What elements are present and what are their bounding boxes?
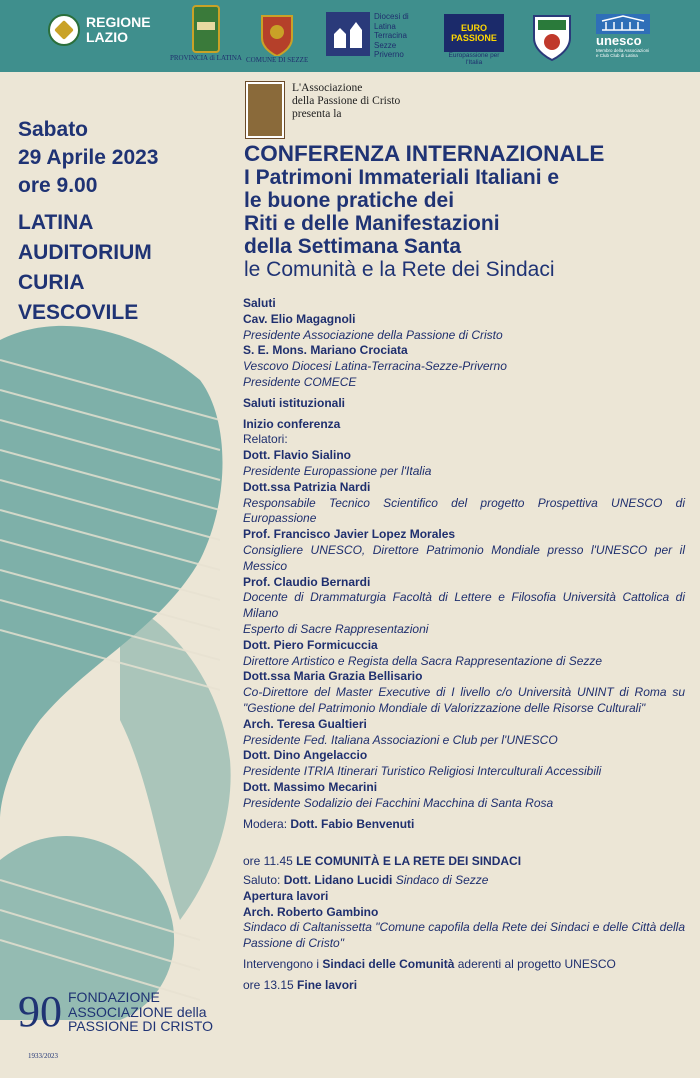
- logo-bar: [0, 0, 700, 72]
- diocesi-logo: [326, 12, 422, 60]
- closing-time: ore 13.15: [243, 977, 298, 992]
- section-inizio: Inizio conferenza: [243, 416, 341, 431]
- moderator-name: Dott. Fabio Benvenuti: [290, 816, 415, 831]
- europassione-caption: Europassione per l'Italia: [448, 52, 500, 66]
- saluto-role: Sindaco di Sezze: [392, 873, 489, 888]
- speaker-role: Esperto di Sacre Rappresentazioni: [243, 621, 429, 636]
- speaker-name: Prof. Claudio Bernardi: [243, 574, 371, 589]
- fondazione-line-1: FONDAZIONE: [68, 989, 160, 1006]
- speaker-role: Presidente ITRIA Itinerari Turistico Religiosi Interculturali Accessibili: [243, 764, 602, 779]
- fidapa-shield-logo: [532, 14, 572, 62]
- title-line-4: Riti e delle Manifestazioni: [244, 212, 500, 235]
- saluto-name: Dott. Lidano Lucidi: [283, 873, 393, 888]
- speaker-role: Docente di Drammaturgia Facoltà di Lettere e Filosofia Università Cattolica di Milano: [243, 590, 685, 621]
- speaker-role: Presidente Associazione della Passione di Cristo: [243, 327, 503, 342]
- conference-title: [244, 141, 694, 282]
- event-venue-2: CURIA: [18, 271, 85, 294]
- speaker-name: S. E. Mons. Mariano Crociata: [243, 343, 408, 358]
- unesco-wordmark: unesco: [596, 33, 642, 48]
- event-day: Sabato: [18, 118, 89, 141]
- shield-icon: [532, 14, 572, 62]
- presenter-line-2: della Passione di Cristo: [292, 95, 401, 107]
- section-saluti-istituzionali: Saluti istituzionali: [243, 395, 346, 410]
- section-apertura: Apertura lavori: [243, 888, 329, 903]
- presenter-line-3: presenta la: [292, 108, 342, 120]
- speaker-name: Dott. Flavio Sialino: [243, 448, 352, 463]
- speaker-role: Presidente Fed. Italiana Associazioni e Club per l'UNESCO: [243, 732, 558, 747]
- fondazione-line-3: PASSIONE DI CRISTO: [68, 1018, 213, 1035]
- title-line-1: CONFERENZA INTERNAZIONALE: [244, 141, 605, 166]
- saluto-line: [243, 873, 685, 889]
- saluto-label: Saluto:: [243, 873, 284, 888]
- regione-lazio-emblem-icon: [48, 14, 80, 46]
- regione-lazio-logo: [48, 14, 156, 46]
- unesco-caption: Membro della Associazioni e Club Club di Latina: [596, 48, 650, 58]
- anniversary-number: [18, 987, 62, 1060]
- ninety-text: 90: [18, 987, 62, 1036]
- comune-label: COMUNE DI SEZZE: [246, 56, 309, 64]
- comune-coat-of-arms-icon: [260, 12, 294, 56]
- closing-label: Fine lavori: [297, 977, 358, 992]
- speaker-name: Dott. Massimo Mecarini: [243, 779, 378, 794]
- speaker-name: Arch. Roberto Gambino: [243, 904, 379, 919]
- presenter-line-1: L'Associazione: [292, 82, 363, 94]
- speaker-role: Presidente Sodalizio dei Facchini Macchina di Santa Rosa: [243, 795, 554, 810]
- europassione-logo: [444, 14, 504, 66]
- fondazione-logo: [18, 987, 213, 1060]
- diocesi-label: Diocesi di Latina Terracina Sezze Priverno: [374, 12, 409, 59]
- section-saluti: Saluti: [243, 296, 276, 310]
- provincia-label: PROVINCIA di LATINA: [170, 54, 242, 62]
- diocesi-church-icon: [326, 12, 370, 56]
- provincia-coat-of-arms-icon: [191, 4, 221, 54]
- title-line-3: le buone pratiche dei: [244, 189, 455, 212]
- regione-lazio-text: REGIONE LAZIO: [86, 14, 151, 45]
- title-line-2: I Patrimoni Immateriali Italiani e: [244, 166, 560, 189]
- association-emblem-icon: [246, 82, 284, 138]
- speaker-role: Consigliere UNESCO, Direttore Patrimonio Mondiale presso l'UNESCO per il Messico: [243, 542, 685, 573]
- anniversary-years: 1933/2023: [28, 1052, 58, 1060]
- speaker-role: Sindaco di Caltanissetta "Comune capofila della Rete dei Sindaci e delle Città della Passione di Cristo": [243, 920, 685, 951]
- title-line-5: della Settimana Santa: [244, 235, 462, 258]
- speaker-name: Cav. Elio Magagnoli: [243, 311, 356, 326]
- europassione-badge: EURO PASSIONE: [444, 14, 504, 52]
- speaker-role: Vescovo Diocesi Latina-Terracina-Sezze-Priverno: [243, 359, 507, 374]
- interventions-highlight: Sindaci delle Comunità: [322, 957, 455, 972]
- provincia-latina-logo: [170, 4, 242, 62]
- speaker-role: Presidente COMECE: [243, 374, 357, 389]
- unesco-temple-icon: [596, 14, 650, 34]
- speaker-role: Presidente Europassione per l'Italia: [243, 463, 432, 478]
- speaker-name: Arch. Teresa Gualtieri: [243, 716, 367, 731]
- comune-sezze-logo: [246, 12, 308, 64]
- interventions-line: [243, 957, 685, 973]
- session-2-time: ore 11.45: [243, 854, 297, 869]
- session-2-heading: [243, 854, 685, 870]
- moderator-label: Modera:: [243, 816, 291, 831]
- speaker-name: Dott.ssa Patrizia Nardi: [243, 479, 371, 494]
- program: [243, 296, 685, 994]
- event-date: 29 Aprile 2023: [18, 146, 159, 169]
- presenter-block: [246, 82, 400, 138]
- closing-line: [243, 978, 685, 994]
- event-time: ore 9.00: [18, 174, 98, 197]
- moderator-line: [243, 817, 685, 833]
- event-venue-1: AUDITORIUM: [18, 241, 152, 264]
- speaker-role: Direttore Artistico e Regista della Sacra Rappresentazione di Sezze: [243, 653, 603, 668]
- event-info: [18, 116, 238, 328]
- interventions-text-end: aderenti al progetto UNESCO: [454, 957, 616, 972]
- decorative-brush-texture: [0, 300, 240, 1020]
- speaker-name: Dott. Piero Formicuccia: [243, 637, 378, 652]
- session-2-title: LE COMUNITÀ E LA RETE DEI SINDACI: [296, 854, 522, 869]
- speaker-name: Prof. Francisco Javier Lopez Morales: [243, 527, 456, 542]
- title-line-6: le Comunità e la Rete dei Sindaci: [244, 258, 555, 281]
- unesco-logo: [596, 14, 650, 58]
- speaker-name: Dott.ssa Maria Grazia Bellisario: [243, 669, 423, 684]
- speaker-name: Dott. Dino Angelaccio: [243, 748, 368, 763]
- event-city: LATINA: [18, 211, 94, 234]
- speaker-role: Co-Direttore del Master Executive di I livello c/o Università UNINT di Roma su "Gestione del Patrimonio Mondiale di Valorizzazione delle Risorse Culturali": [243, 685, 685, 715]
- fondazione-line-2: ASSOCIAZIONE della: [68, 1003, 207, 1020]
- speaker-role: Responsabile Tecnico Scientifico del progetto Prospettiva UNESCO di Europassione: [243, 495, 685, 526]
- event-venue-3: VESCOVILE: [18, 301, 139, 324]
- section-relatori: Relatori:: [243, 432, 288, 447]
- interventions-text: Intervengono i: [243, 957, 323, 972]
